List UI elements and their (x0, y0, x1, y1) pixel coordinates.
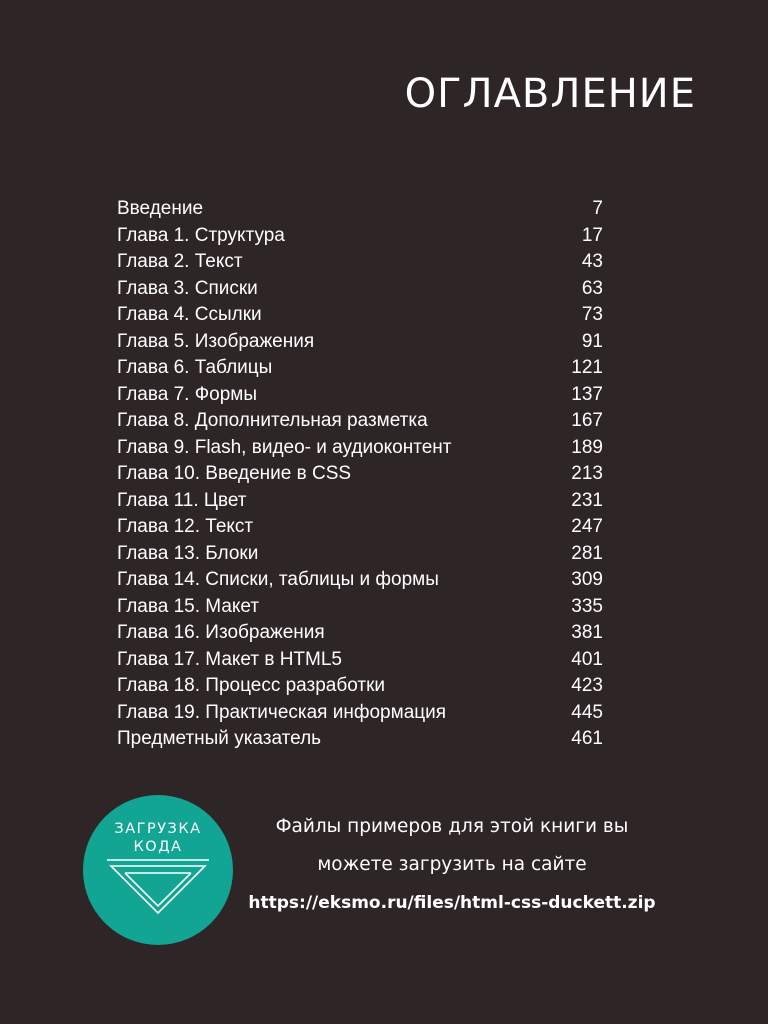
toc-entry-title: Глава 19. Практическая информация (117, 701, 447, 723)
toc-entry[interactable] (117, 647, 603, 674)
toc-entry[interactable] (117, 329, 603, 356)
toc-entry-page: 43 (581, 251, 603, 272)
toc-entry-page: 7 (592, 198, 603, 219)
toc-entry-page: 91 (581, 330, 603, 352)
toc-entry-page: 281 (571, 542, 603, 564)
toc-entry[interactable] (117, 514, 603, 541)
toc-entry[interactable] (117, 488, 603, 515)
toc-entry-title: Глава 6. Таблицы (117, 357, 273, 378)
badge-label (83, 820, 233, 856)
toc-entry[interactable] (117, 276, 603, 303)
toc-entry[interactable] (117, 567, 603, 594)
toc-entry[interactable] (117, 302, 603, 329)
toc-entry-title: Глава 15. Макет (117, 595, 260, 617)
toc-entry-title: Глава 1. Структура (117, 224, 285, 246)
toc-entry[interactable] (117, 461, 603, 488)
toc-entry-page: 213 (571, 463, 603, 484)
download-link[interactable]: https://eksmo.ru/files/html-css-duckett.zip (248, 893, 656, 913)
toc-entry-title: Глава 13. Блоки (117, 542, 259, 564)
toc-entry-title: Глава 9. Flash, видео- и аудиоконтент (117, 436, 452, 458)
toc-entry-title: Глава 17. Макет в HTML5 (117, 648, 343, 670)
toc-entry[interactable] (117, 620, 603, 647)
table-of-contents (117, 196, 603, 753)
toc-entry-page: 73 (581, 304, 603, 325)
toc-entry-page: 137 (571, 383, 603, 405)
download-triangle-icon (105, 855, 211, 917)
badge-label-line2: КОДА (133, 839, 183, 855)
code-download-badge (83, 795, 233, 945)
toc-entry-title: Глава 8. Дополнительная разметка (117, 410, 428, 431)
toc-entry[interactable] (117, 700, 603, 727)
toc-entry-title: Глава 5. Изображения (117, 330, 315, 352)
toc-entry[interactable] (117, 223, 603, 250)
toc-entry-page: 189 (571, 436, 603, 458)
toc-entry-page: 335 (571, 595, 603, 617)
toc-entry[interactable] (117, 594, 603, 621)
toc-entry-title: Глава 3. Списки (117, 277, 258, 299)
toc-entry[interactable] (117, 355, 603, 382)
toc-entry-title: Глава 11. Цвет (117, 489, 247, 511)
toc-entry-page: 231 (571, 489, 603, 511)
page-title: ОГЛАВЛЕНИЕ (404, 71, 696, 117)
toc-entry[interactable] (117, 541, 603, 568)
toc-entry-page: 247 (571, 516, 603, 537)
toc-entry[interactable] (117, 196, 603, 223)
toc-entry-title: Предметный указатель (117, 728, 322, 749)
toc-entry[interactable] (117, 249, 603, 276)
download-text-line1: Файлы примеров для этой книги вы (275, 816, 629, 837)
toc-entry[interactable] (117, 382, 603, 409)
toc-entry-page: 121 (571, 357, 603, 378)
toc-entry-title: Глава 12. Текст (117, 516, 254, 537)
toc-entry-title: Глава 16. Изображения (117, 622, 325, 643)
toc-entry[interactable] (117, 408, 603, 435)
toc-entry-page: 167 (571, 410, 603, 431)
toc-entry-title: Глава 2. Текст (117, 251, 243, 272)
toc-entry-page: 461 (571, 728, 603, 749)
toc-entry-page: 381 (571, 622, 603, 643)
toc-entry[interactable] (117, 673, 603, 700)
toc-entry-page: 423 (571, 675, 603, 696)
toc-entry[interactable] (117, 726, 603, 753)
toc-entry-title: Глава 14. Списки, таблицы и формы (117, 569, 439, 590)
badge-label-line1: ЗАГРУЗКА (114, 821, 202, 837)
download-text-line2: можете загрузить на сайте (317, 854, 587, 875)
toc-entry-title: Глава 10. Введение в CSS (117, 463, 352, 484)
toc-entry-title: Глава 18. Процесс разработки (117, 675, 386, 696)
toc-entry[interactable] (117, 435, 603, 462)
toc-entry-page: 309 (571, 569, 603, 590)
toc-entry-page: 17 (581, 224, 603, 246)
toc-entry-page: 63 (581, 277, 603, 299)
toc-entry-page: 445 (571, 701, 603, 723)
toc-entry-title: Глава 4. Ссылки (117, 304, 262, 325)
toc-entry-title: Глава 7. Формы (117, 383, 258, 405)
toc-entry-title: Введение (117, 198, 204, 219)
download-info (240, 808, 664, 922)
toc-entry-page: 401 (571, 648, 603, 670)
